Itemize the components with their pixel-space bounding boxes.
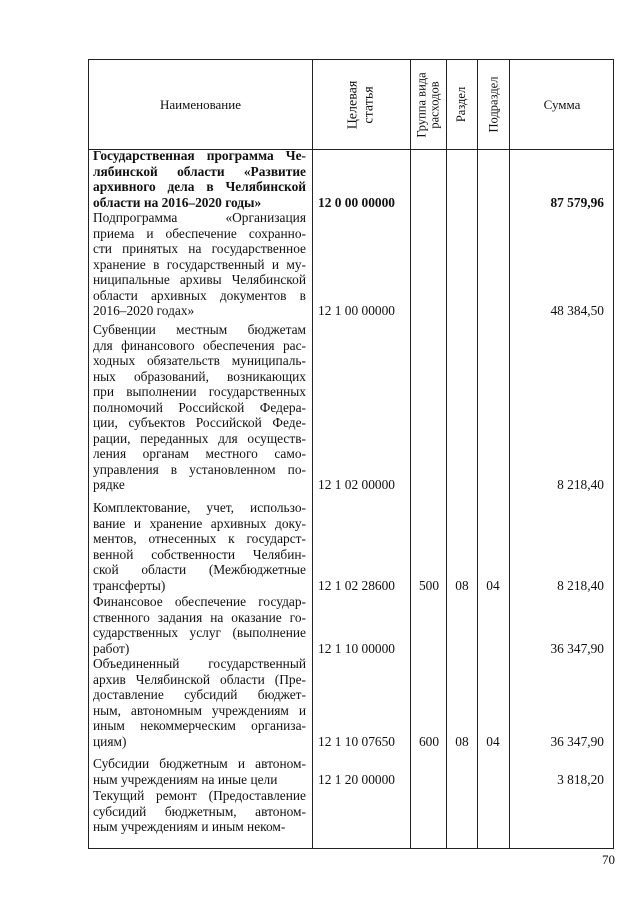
row-name-line: ции, субъектов Российской Феде- [93,415,306,430]
header-group-line: Группа вида [414,71,429,138]
row-name-line: архив Челябинской области (Пре- [93,671,306,687]
row-name-line: ных образований, возникающих [93,368,306,384]
column-divider [410,59,411,849]
row-name-line: лябинской области «Развитие [93,163,306,179]
row-name [93,656,306,749]
row-name-line: области на 2016–2020 годы» [93,194,262,210]
row-target-article: 12 1 10 00000 [318,640,395,656]
row-name-line: Подпрограмма «Организация [93,210,306,225]
row-subsection: 04 [486,577,500,593]
row-name-line: ской области (Межбюджетные [93,562,306,577]
row-amount: 3 818,20 [557,771,604,787]
header-target-label [345,80,377,129]
row-name-line: ственного задания на оказание го- [93,609,306,625]
row-name-line: при выполнении государственных [93,384,306,399]
header-name [89,60,312,149]
header-target-line: статья [361,85,377,124]
row-name-line: Комплектование, учет, использо- [93,500,306,515]
row-name-line: хранение в государственный и му- [93,256,306,272]
row-name-line: иным некоммерческим организа- [93,718,306,733]
row-name [93,788,306,835]
row-target-article: 12 1 00 00000 [318,303,395,318]
row-name-line: вание и хранение архивных доку- [93,515,306,531]
header-section-label: Раздел [454,86,469,123]
row-name-line: Субсидии бюджетным и автоном- [93,756,306,771]
row-subsection: 04 [486,733,500,749]
row-name-line: управления в установленном по- [93,461,306,477]
row-name [93,500,306,593]
header-group-line: расходов [427,80,442,129]
row-target-article: 12 1 10 07650 [318,733,395,749]
row-name-line: ления органам местного само- [93,446,306,461]
row-name-line: архивного дела в Челябинской [93,179,306,194]
row-name-line: области архивных документов в [93,287,306,303]
row-name-line: Субвенции местным бюджетам [93,322,306,337]
header-group [411,60,446,149]
row-name-line: сударственных услуг (выполнение [93,625,306,640]
column-divider [509,59,510,849]
row-amount: 36 347,90 [550,640,604,656]
row-name-line: приема и обеспечение сохранно- [93,225,306,241]
header-section [447,60,477,149]
row-name-line: венной собственности Челябин- [93,546,306,562]
row-section: 08 [455,577,469,593]
row-name-line: ным учреждениям на иные цели [93,771,278,787]
row-name-line: циям) [93,733,127,749]
row-name-line: ным, автономным учреждениям и [93,702,306,718]
row-name-line: рядке [93,477,125,492]
row-name-line: субсидий бюджетным, автоном- [93,803,306,819]
row-target-article: 12 0 00 00000 [318,194,395,210]
header-subsection-label: Подраздел [486,76,500,133]
row-name [93,322,306,493]
row-name-line: Финансовое обеспечение государ- [93,594,306,609]
row-name-line: Текущий ремонт (Предоставление [93,788,306,803]
column-divider [446,59,447,849]
row-amount: 36 347,90 [550,733,604,749]
row-expense-group: 500 [418,577,440,593]
row-amount: 87 579,96 [550,194,604,210]
row-name-line: ментов, отнесенных к государст- [93,531,306,546]
row-name-line: трансферты) [93,577,166,593]
row-name-line: сти принятых на государственное [93,241,306,256]
header-sum-label: Сумма [543,97,581,112]
row-name [93,756,306,787]
row-name [93,210,306,319]
header-target-line: Целевая [345,80,361,129]
row-expense-group: 600 [418,733,440,749]
row-section: 08 [455,733,469,749]
row-name-line: работ) [93,640,130,656]
row-name-line: Государственная программа Че- [93,148,306,163]
row-name-line: доставление субсидий бюджет- [93,687,306,702]
column-divider [312,59,313,849]
row-target-article: 12 1 02 28600 [318,577,395,593]
page-number: 70 [602,852,615,867]
row-amount: 8 218,40 [557,577,604,593]
row-target-article: 12 1 02 00000 [318,477,395,492]
header-sum [510,60,614,149]
row-name-line: ным учреждениям и иным неком- [93,819,286,834]
header-target [313,60,410,149]
row-name-line: рации, переданных для осуществ- [93,430,306,446]
header-subsection [478,60,509,149]
row-amount: 48 384,50 [550,303,604,318]
row-name [93,594,306,656]
row-target-article: 12 1 20 00000 [318,771,395,787]
row-name-line: ходных обязательств муниципаль- [93,353,306,368]
header-group-label [416,72,442,137]
row-name-line: 2016–2020 годах» [93,303,195,318]
row-name-line: Объединенный государственный [93,656,306,671]
row-name-line: ниципальные архивы Челябинской [93,272,306,287]
row-name [93,148,306,210]
header-name-label: Наименование [160,97,241,112]
row-name-line: для финансового обеспечения рас- [93,337,306,353]
row-amount: 8 218,40 [557,477,604,492]
column-divider [477,59,478,849]
row-name-line: полномочий Российской Федера- [93,399,306,415]
